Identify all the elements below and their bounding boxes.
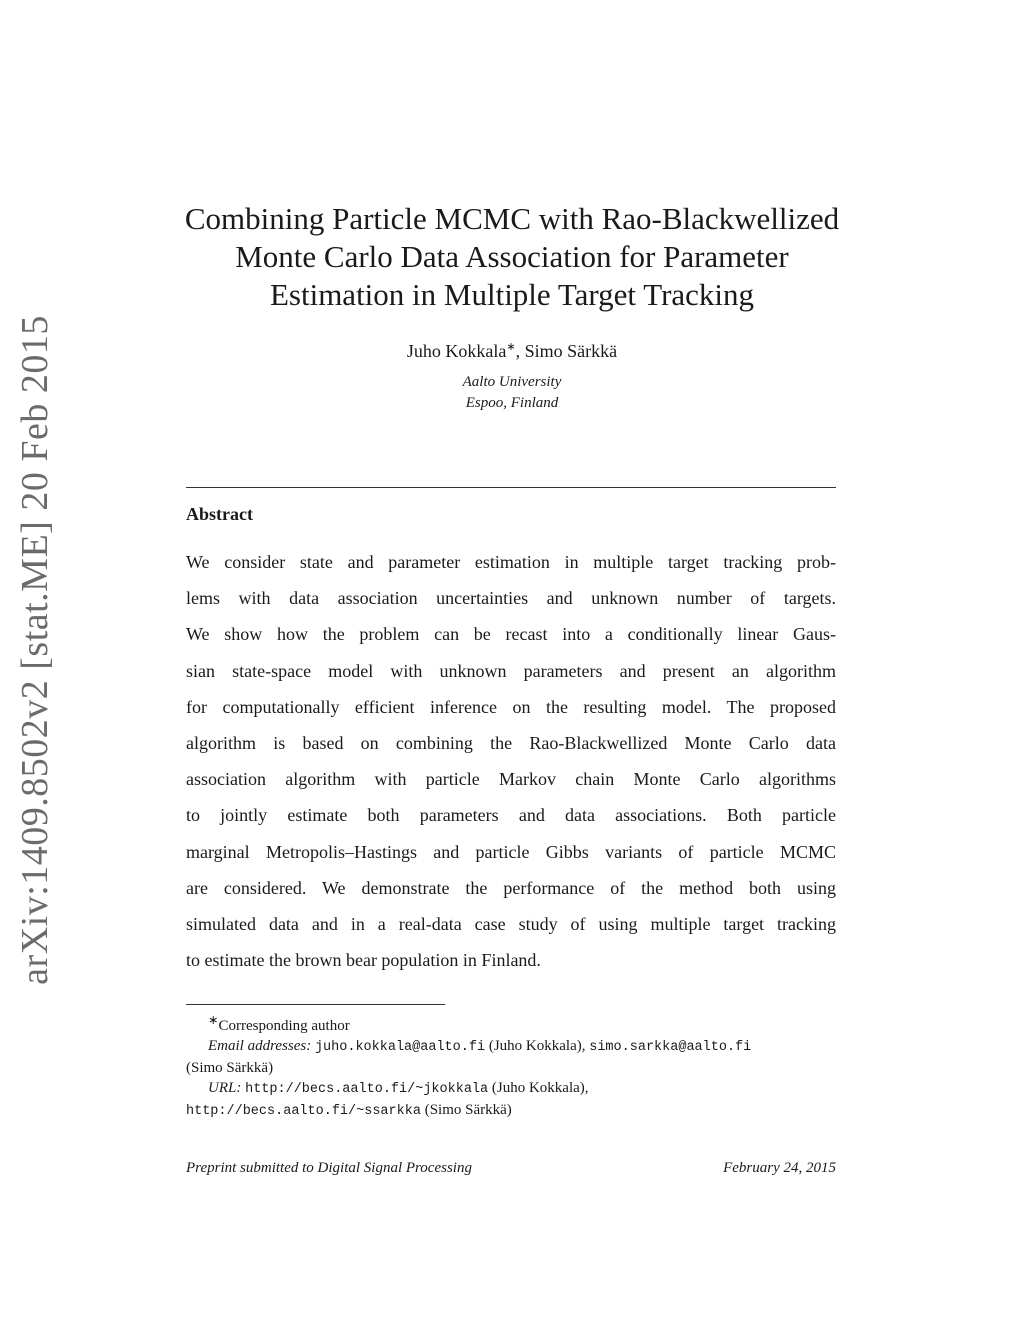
url-link-kokkala[interactable]: http://becs.aalto.fi/~jkokkala — [245, 1082, 489, 1097]
url-link-sarkka[interactable]: http://becs.aalto.fi/~ssarkka — [186, 1104, 421, 1119]
abstract-line: We consider state and parameter estimation in multiple target tracking prob- — [186, 552, 836, 572]
abstract-line: for computationally efficient inference on the resulting model. The proposed — [186, 696, 836, 717]
abstract-line: lems with data association uncertainties and unknown number of targets. — [186, 588, 836, 609]
author-1-name: Juho Kokkala — [406, 341, 507, 361]
abstract-line: association algorithm with particle Markov chain Monte Carlo algorithms — [186, 769, 836, 790]
paper-title — [150, 200, 874, 314]
email-owner-kokkala: (Juho Kokkala), — [485, 1038, 590, 1054]
abstract-top-rule — [186, 487, 836, 488]
author-separator: , — [515, 341, 525, 361]
footnote-corresponding-text: Corresponding author — [218, 1018, 350, 1034]
arxiv-identifier-stamp — [10, 315, 60, 985]
abstract-line: sian state-space model with unknown parameters and present an algorithm — [186, 660, 836, 681]
footnote-url-2 — [186, 1100, 838, 1122]
email-owner-sarkka: (Simo Särkkä) — [186, 1060, 274, 1076]
title-block — [150, 200, 874, 314]
footer-date: February 24, 2015 — [723, 1160, 836, 1176]
arxiv-identifier-text: arXiv:1409.8502v2 [stat.ME] 20 Feb 2015 — [14, 315, 56, 985]
abstract-body — [186, 544, 836, 978]
footnote-corresponding — [186, 1010, 838, 1036]
author-2-name: Simo Särkkä — [524, 341, 618, 361]
footnote-mark: ∗ — [208, 1013, 219, 1027]
footnotes — [186, 1010, 838, 1122]
abstract-line: are considered. We demonstrate the performance of the method both using — [186, 877, 836, 898]
footnote-emails — [186, 1036, 838, 1058]
author-list — [150, 340, 874, 362]
affiliation — [150, 372, 874, 414]
abstract-line: marginal Metropolis–Hastings and particle Gibbs variants of particle MCMC — [186, 841, 836, 862]
abstract-heading: Abstract — [186, 504, 253, 524]
footer-preprint-note: Preprint submitted to Digital Signal Processing — [186, 1160, 472, 1176]
abstract-line: algorithm is based on combining the Rao-Blackwellized Monte Carlo data — [186, 732, 836, 753]
title-line-2: Monte Carlo Data Association for Parameter — [235, 239, 789, 274]
footnote-urls — [186, 1078, 838, 1100]
affiliation-institution: Aalto University — [462, 374, 562, 390]
abstract-line: to jointly estimate both parameters and data associations. Both particle — [186, 805, 836, 826]
email-link-sarkka[interactable]: simo.sarkka@aalto.fi — [589, 1040, 752, 1055]
abstract-line: We show how the problem can be recast into a conditionally linear Gaus- — [186, 624, 836, 645]
url-owner-kokkala: (Juho Kokkala), — [488, 1080, 589, 1096]
url-owner-sarkka: (Simo Särkkä) — [420, 1102, 512, 1118]
affiliation-location: Espoo, Finland — [465, 395, 559, 411]
url-label: URL: — [208, 1080, 242, 1096]
corresponding-author-mark: ∗ — [506, 341, 516, 353]
title-line-3: Estimation in Multiple Target Tracking — [269, 277, 755, 312]
abstract-line: simulated data and in a real-data case study of using multiple target tracking — [186, 913, 836, 934]
email-link-kokkala[interactable]: juho.kokkala@aalto.fi — [314, 1040, 486, 1055]
email-label: Email addresses: — [208, 1038, 312, 1054]
title-line-1: Combining Particle MCMC with Rao-Blackwellized — [184, 201, 840, 236]
abstract-line: to estimate the brown bear population in Finland. — [186, 950, 541, 971]
footnote-rule — [186, 1004, 445, 1005]
